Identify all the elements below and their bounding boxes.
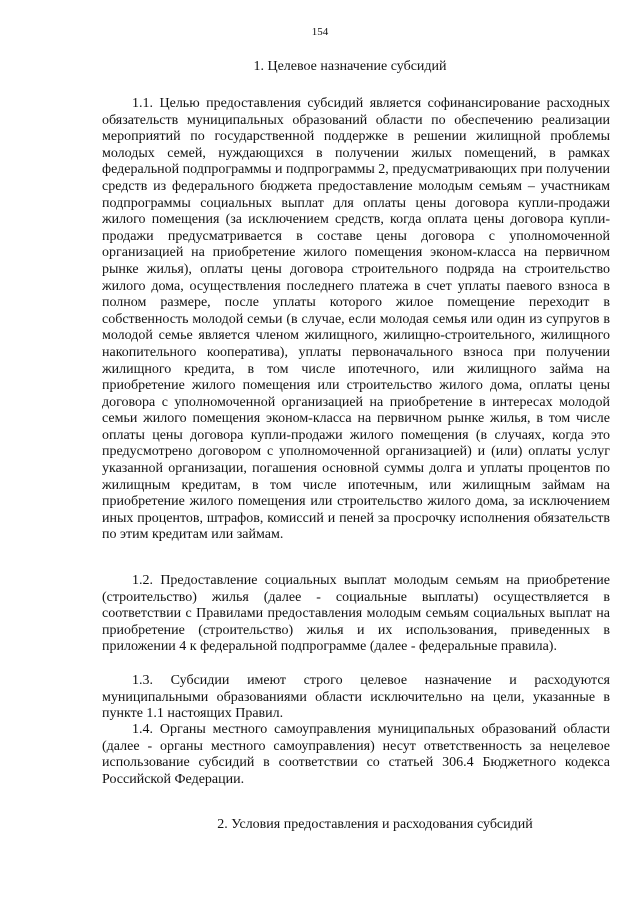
paragraph-1-2: 1.2. Предоставление социальных выплат молодым семьям на приобретение (строительство) жилья (далее - социальные выплаты) осуществляется в соответствии с Правилами предоставления молодым семьям социальных выплат на приобретение (строительство) жилья и их использования, приведенных в приложении 4 к федеральной подпрограмме (далее - федеральные правила). [102, 573, 610, 655]
section-2-title: 2. Условия предоставления и расходования субсидий [217, 817, 533, 832]
paragraph-1-4: 1.4. Органы местного самоуправления муниципальных образований области (далее - органы местного самоуправления) несут ответственность за нецелевое использование субсидий в соответствии со статьей 306.4 Бюджетного кодекса Российской Федерации. [102, 722, 610, 787]
section-1-title: 1. Целевое назначение субсидий [253, 59, 447, 74]
paragraph-1-3: 1.3. Субсидии имеют строго целевое назначение и расходуются муниципальными образованиями области исключительно на цели, указанные в пункте 1.1 настоящих Правил. [102, 673, 610, 722]
paragraph-1-1: 1.1. Целью предоставления субсидий является софинансирование расходных обязательств муниципальных образований области по обеспечению реализации мероприятий по государственной поддержке в решении жилищной проблемы молодых семей, нуждающихся в получении жилых помещений, в рамках федеральной подпрограммы и подпрограммы 2, предусматривающих при получении средств из федерального бюджета предоставление молодым семьям – участникам подпрограммы социальных выплат для оплаты цены договора купли-продажи жилого помещения (за исключением средств, когда оплата цены договора купли-продажи предусматривается в составе цены договора с уполномоченной организацией на приобретение жилого помещения эконом-класса на первичном рынке жилья), оплаты цены договора строительного подряда на строительство жилого дома, осуществления последнего платежа в счет уплаты паевого взноса в полном размере, после уплаты которого жилое помещение переходит в собственность молодой семьи (в случае, если молодая семья или один из супругов в молодой семье является членом жилищного, жилищно-строительного, жилищного накопительного кооператива), уплаты первоначального взноса при получении жилищного кредита, в том числе ипотечного, или жилищного займа на приобретение жилого помещения или строительство жилого дома, оплаты цены договора с уполномоченной организацией на приобретение в интересах молодой семьи жилого помещения эконом-класса на первичном рынке жилья, в том числе оплаты цены договора купли-продажи жилого помещения (в случаях, когда это предусмотрено договором с уполномоченной организацией) и (или) оплаты услуг указанной организации, погашения основной суммы долга и уплаты процентов по жилищным кредитам, в том числе ипотечным, или жилищным займам на приобретение жилого помещения или строительство жилого дома, за исключением иных процентов, штрафов, комиссий и пеней за просрочку исполнения обязательств по этим кредитам или займам. [102, 96, 610, 543]
page-number: 154 [311, 26, 329, 38]
